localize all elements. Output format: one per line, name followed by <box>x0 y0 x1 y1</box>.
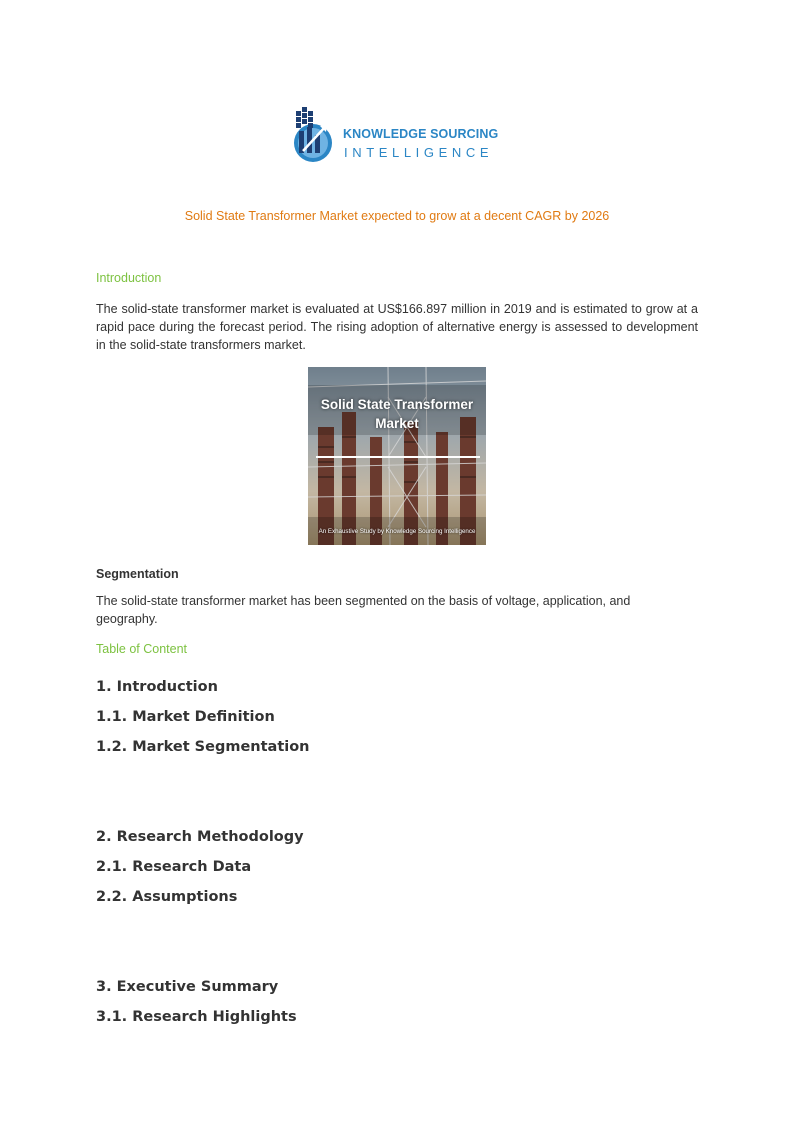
introduction-paragraph: The solid-state transformer market is evaluated at US$166.897 million in 2019 and is estimated to grow at a rapid pace during the forecast period. The rising adoption of alternative energy is assessed to development in the solid-state transformers market. <box>96 302 698 352</box>
toc-heading: Table of Content <box>96 642 188 656</box>
toc-item: 1. Introduction <box>96 679 218 695</box>
logo-text-line1: KNOWLEDGE SOURCING <box>343 127 499 141</box>
segmentation-heading: Segmentation <box>96 567 179 581</box>
cover-title <box>308 395 486 433</box>
introduction-heading: Introduction <box>96 271 162 285</box>
toc-item: 2.1. Research Data <box>96 859 252 875</box>
toc-item: 3.1. Research Highlights <box>96 1009 297 1025</box>
toc-item: 3. Executive Summary <box>96 979 279 995</box>
document-title: Solid State Transformer Market expected to grow at a decent CAGR by 2026 <box>184 209 610 223</box>
logo-emblem-icon <box>291 105 343 167</box>
toc-item: 2. Research Methodology <box>96 829 304 845</box>
toc-item: 2.2. Assumptions <box>96 889 238 905</box>
cover-title-line1: Solid State Transformer <box>320 397 474 412</box>
cover-title-line2: Market <box>375 416 419 431</box>
logo-text-line2: INTELLIGENCE <box>344 145 494 160</box>
report-cover-image <box>308 367 486 545</box>
segmentation-paragraph: The solid-state transformer market has been segmented on the basis of voltage, application, and geography. <box>96 594 631 626</box>
cover-subtitle: An Exhaustive Study by Knowledge Sourcing Intelligence <box>318 528 476 535</box>
toc-item: 1.2. Market Segmentation <box>96 739 310 755</box>
company-logo <box>291 105 506 167</box>
cover-divider <box>316 456 480 458</box>
toc-item: 1.1. Market Definition <box>96 709 275 725</box>
